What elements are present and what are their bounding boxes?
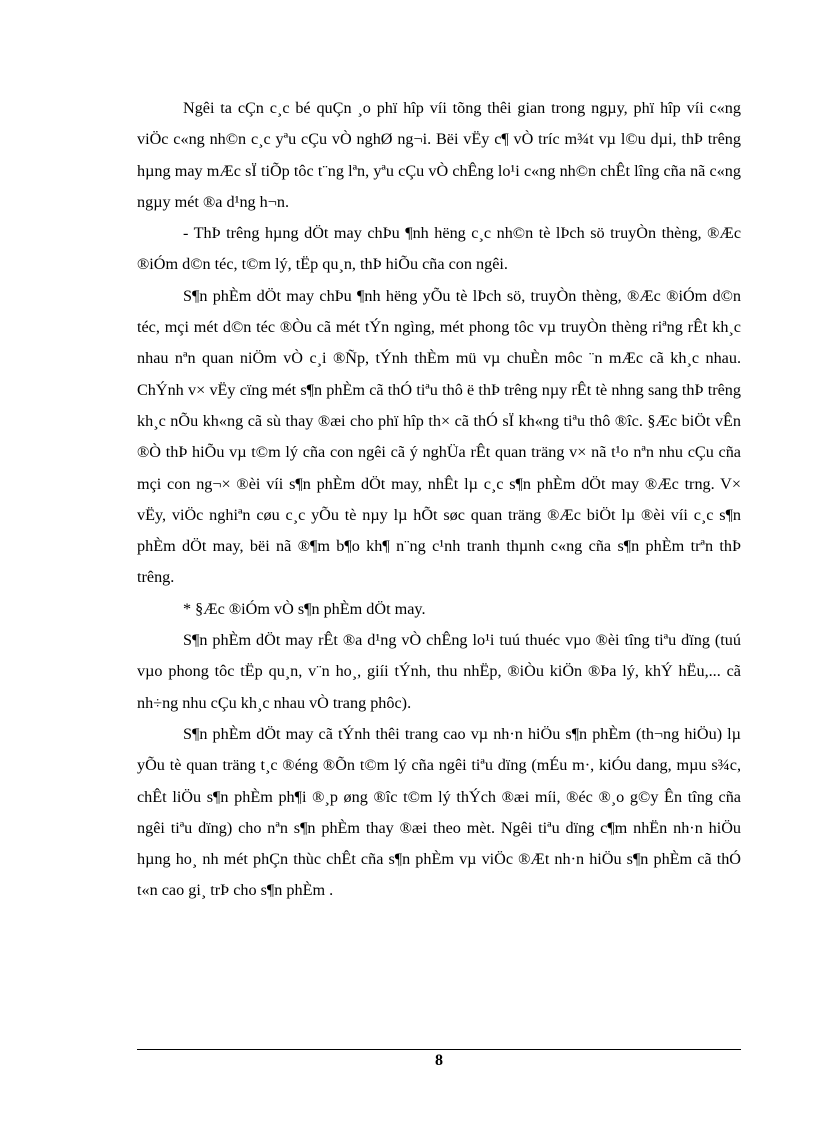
- paragraph: S¶n phÈm dÖt may cã tÝnh thêi trang cao vµ nh·n hiÖu s¶n phÈm (th¬ng hiÖu) lµ yÕu tè quan träng t¸c ®éng ®Õn t©m lý cña ngêi tiªu dïng (mÉu m·, kiÓu dang, mµu s¾c, chÊt liÖu s¶n phÈm ph¶i ®¸p øng ®îc t©m lý thÝch ®æi míi, ®éc ®¸o g©y Ên tîng cña ngêi tiªu dïng) cho nªn s¶n phÈm thay ®æi theo mèt. Ngêi tiªu dïng c¶m nhËn nh·n hiÖu hµng ho¸ nh mét phÇn thùc chÊt cña s¶n phÈm vµ viÖc ®Æt nh·n hiÖu s¶n phÈm cã thÓ t«n cao gi¸ trÞ cho s¶n phÈm .: [137, 724, 741, 900]
- paragraph: Ngêi ta cÇn c¸c bé quÇn ¸o phï hîp víi tõng thêi gian trong ngµy, phï hîp víi c«ng viÖc c«ng nh©n c¸c yªu cÇu vÒ nghØ ng¬i. Bëi vËy c¶ vÒ tríc m¾t vµ l©u dµi, thÞ trêng hµng may mÆc sÏ tiÕp tôc t¨ng lªn, yªu cÇu vÒ chÊng lo¹i c«ng nh©n chÊt lîng cña nã c«ng ngµy mét ®a d¹ng h¬n.: [137, 99, 741, 211]
- footer-rule: [137, 1049, 741, 1050]
- paragraph: S¶n phÈm dÖt may chÞu ¶nh hëng yÕu tè lÞch sö, truyÒn thèng, ®Æc ®iÓm d©n téc, mçi mét d©n téc ®Òu cã mét tÝn ngìng, mét phong tôc vµ truyÒn thèng riªng rÊt kh¸c nhau nªn quan niÖm vÒ c¸i ®Ñp, tÝnh thÈm mü vµ chuÈn môc ¨n mÆc cã kh¸c nhau. ChÝnh v× vËy cïng mét s¶n phÈm cã thÓ tiªu thô ë thÞ trêng nµy rÊt tè nhng sang thÞ trêng kh¸c nÕu kh«ng cã sù thay ®æi cho phï hîp th× cã thÓ sÏ kh«ng tiªu thô ®îc. §Æc biÖt vÊn ®Ò thÞ hiÕu vµ t©m lý cña con ngêi cã ý nghÜa rÊt quan träng v× nã t¹o nªn nhu cÇu cña mçi con ng¬× ®èi víi s¶n phÈm dÖt may, nhÊt lµ c¸c s¶n phÈm dÖt may ®Æc trng. V× vËy, viÖc nghiªn cøu c¸c yÕu tè nµy lµ hÕt søc quan träng ®Æc biÖt lµ ®èi víi c¸c s¶n phÈm dÖt may, bëi nã ®¶m b¶o kh¶ n¨ng c¹nh tranh thµnh c«ng cña s¶n phÈm trªn thÞ trêng.: [137, 286, 741, 587]
- page-number: 8: [435, 1052, 443, 1069]
- section-heading: * §Æc ®iÓm vÒ s¶n phÈm dÖt may.: [183, 599, 426, 618]
- body-text: [137, 93, 741, 907]
- paragraph: - ThÞ trêng hµng dÖt may chÞu ¶nh hëng c¸c nh©n tè lÞch sö truyÒn thèng, ®Æc ®iÓm d©n téc, t©m lý, tËp qu¸n, thÞ hiÕu cña con ngêi.: [137, 224, 741, 274]
- paragraph: S¶n phÈm dÖt may rÊt ®a d¹ng vÒ chÊng lo¹i tuú thuéc vµo ®èi tîng tiªu dïng (tuú vµo phong tôc tËp qu¸n, v¨n ho¸, giíi tÝnh, thu nhËp, ®iÒu kiÖn ®Þa lý, khÝ hËu,... cã nh÷ng nhu cÇu kh¸c nhau vÒ trang phôc).: [137, 631, 741, 712]
